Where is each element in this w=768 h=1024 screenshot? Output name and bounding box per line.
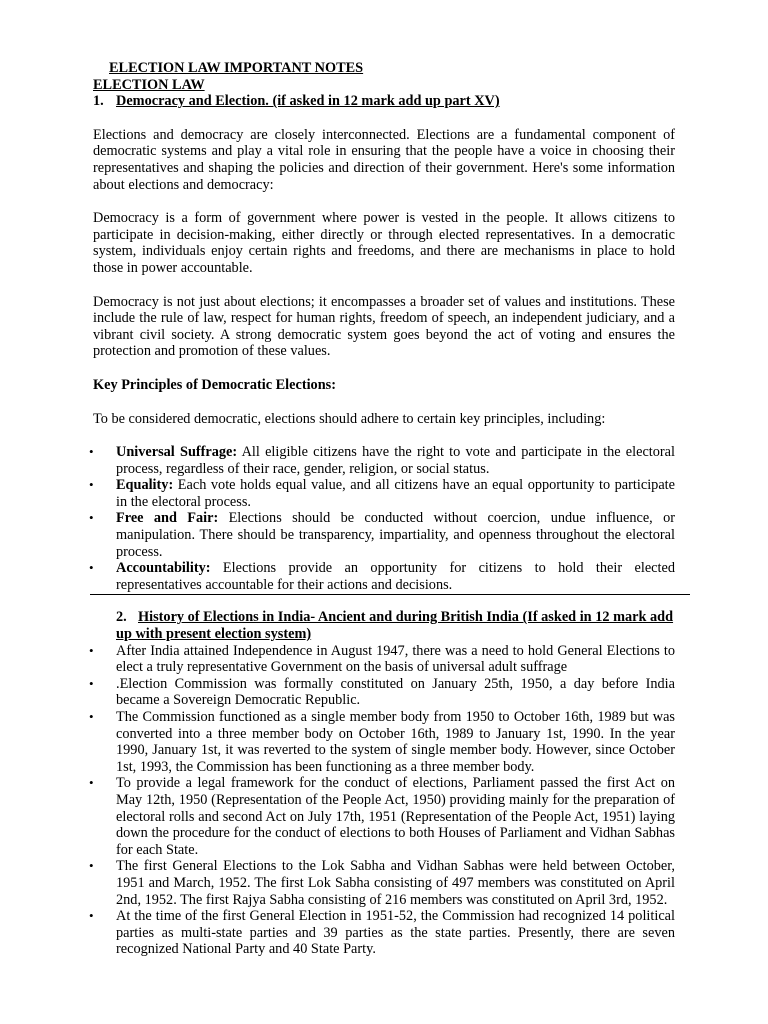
principles-heading: Key Principles of Democratic Elections: (93, 376, 336, 393)
list-item: • The Commission functioned as a single member body from 1950 to October 16th, 1989 but was converted into a three member body on October 16th, 1989 to January 1st, 1990. In the year 1990, January 1st, it was reverted to the system of single member body. However, since October 1st, 1993, the Commission has been functioning as a three member body. (93, 709, 675, 775)
principles-intro: To be considered democratic, elections should adhere to certain key principles, including: (93, 410, 606, 427)
document-subtitle: ELECTION LAW (93, 76, 205, 93)
document-content (93, 60, 675, 958)
list-item (93, 510, 675, 560)
principle-text: Elections should be conducted without coercion, undue influence, or manipulation. There should be transparency, impartiality, and openness throughout the electoral process. (116, 510, 675, 560)
principles-list (93, 444, 675, 593)
section1-number: 1. (93, 93, 104, 110)
history-list (93, 643, 675, 958)
list-item: • The first General Elections to the Lok Sabha and Vidhan Sabhas were held between October, 1951 and March, 1952. The first Lok Sabha consisting of 497 members was constituted on April 2nd, 1952. The first Rajya Sabha consisting of 216 members was constituted on April 3rd, 1952. (93, 858, 675, 908)
document-title: ELECTION LAW IMPORTANT NOTES (109, 60, 364, 76)
list-item: • .Election Commission was formally constituted on January 25th, 1950, a day before India became a Sovereign Democratic Republic. (93, 676, 675, 709)
list-item: • After India attained Independence in August 1947, there was a need to hold General Elections to elect a truly representative Government on the basis of universal adult suffrage (93, 643, 675, 676)
section1-heading-text: Democracy and Election. (if asked in 12 mark add up part XV) (116, 93, 500, 110)
principle-text: Elections provide an opportunity for citizens to hold their elected representatives accountable for their actions and decisions. (116, 560, 675, 593)
principle-term: Universal Suffrage: (116, 444, 238, 461)
section2-number: 2. (116, 609, 127, 626)
list-item (93, 444, 675, 477)
section-divider (90, 594, 690, 595)
list-item: • To provide a legal framework for the conduct of elections, Parliament passed the first Act on May 12th, 1950 (Representation of the People Act, 1950) providing mainly for the preparation of electoral rolls and second Act on July 17th, 1951 (Representation of the People Act, 1951) laying down the procedure for the conduct of elections to both Houses of Parliament and Vidhan Sabhas for each State. (93, 775, 675, 858)
section2-heading (93, 609, 675, 642)
paragraph: Democracy is not just about elections; it encompasses a broader set of values and institutions. These include the rule of law, respect for human rights, freedom of speech, an independent judiciary, and a vibrant civil society. A strong democratic system goes beyond the act of voting and ensures the protection and promotion of these values. (93, 293, 675, 360)
section1-heading (93, 93, 675, 110)
section2-heading-text: History of Elections in India- Ancient and during British India (If asked in 12 mark add up with present election system) (116, 609, 674, 643)
principle-text: Each vote holds equal value, and all citizens have an equal opportunity to participate in the electoral process. (116, 477, 675, 510)
principle-term: Free and Fair: (116, 510, 219, 527)
principle-text: All eligible citizens have the right to vote and participate in the electoral process, regardless of their race, gender, religion, or social status. (116, 444, 675, 477)
principle-term: Accountability: (116, 560, 211, 577)
list-item: • At the time of the first General Election in 1951-52, the Commission had recognized 14 political parties as multi-state parties and 39 parties as the state parties. Presently, there are seven recognized National Party and 40 State Party. (93, 908, 675, 958)
paragraph: Democracy is a form of government where power is vested in the people. It allows citizens to participate in decision-making, either directly or through elected representatives. In a democratic system, individuals enjoy certain rights and freedoms, and there are mechanisms in place to hold those in power accountable. (93, 210, 675, 276)
principle-term: Equality: (116, 477, 174, 494)
paragraph: Elections and democracy are closely interconnected. Elections are a fundamental component of democratic systems and play a vital role in ensuring that the people have a voice in choosing their representatives and shaping the policies and direction of their government. Here's some information about elections and democracy: (93, 126, 675, 193)
list-item (93, 560, 675, 593)
list-item (93, 477, 675, 510)
